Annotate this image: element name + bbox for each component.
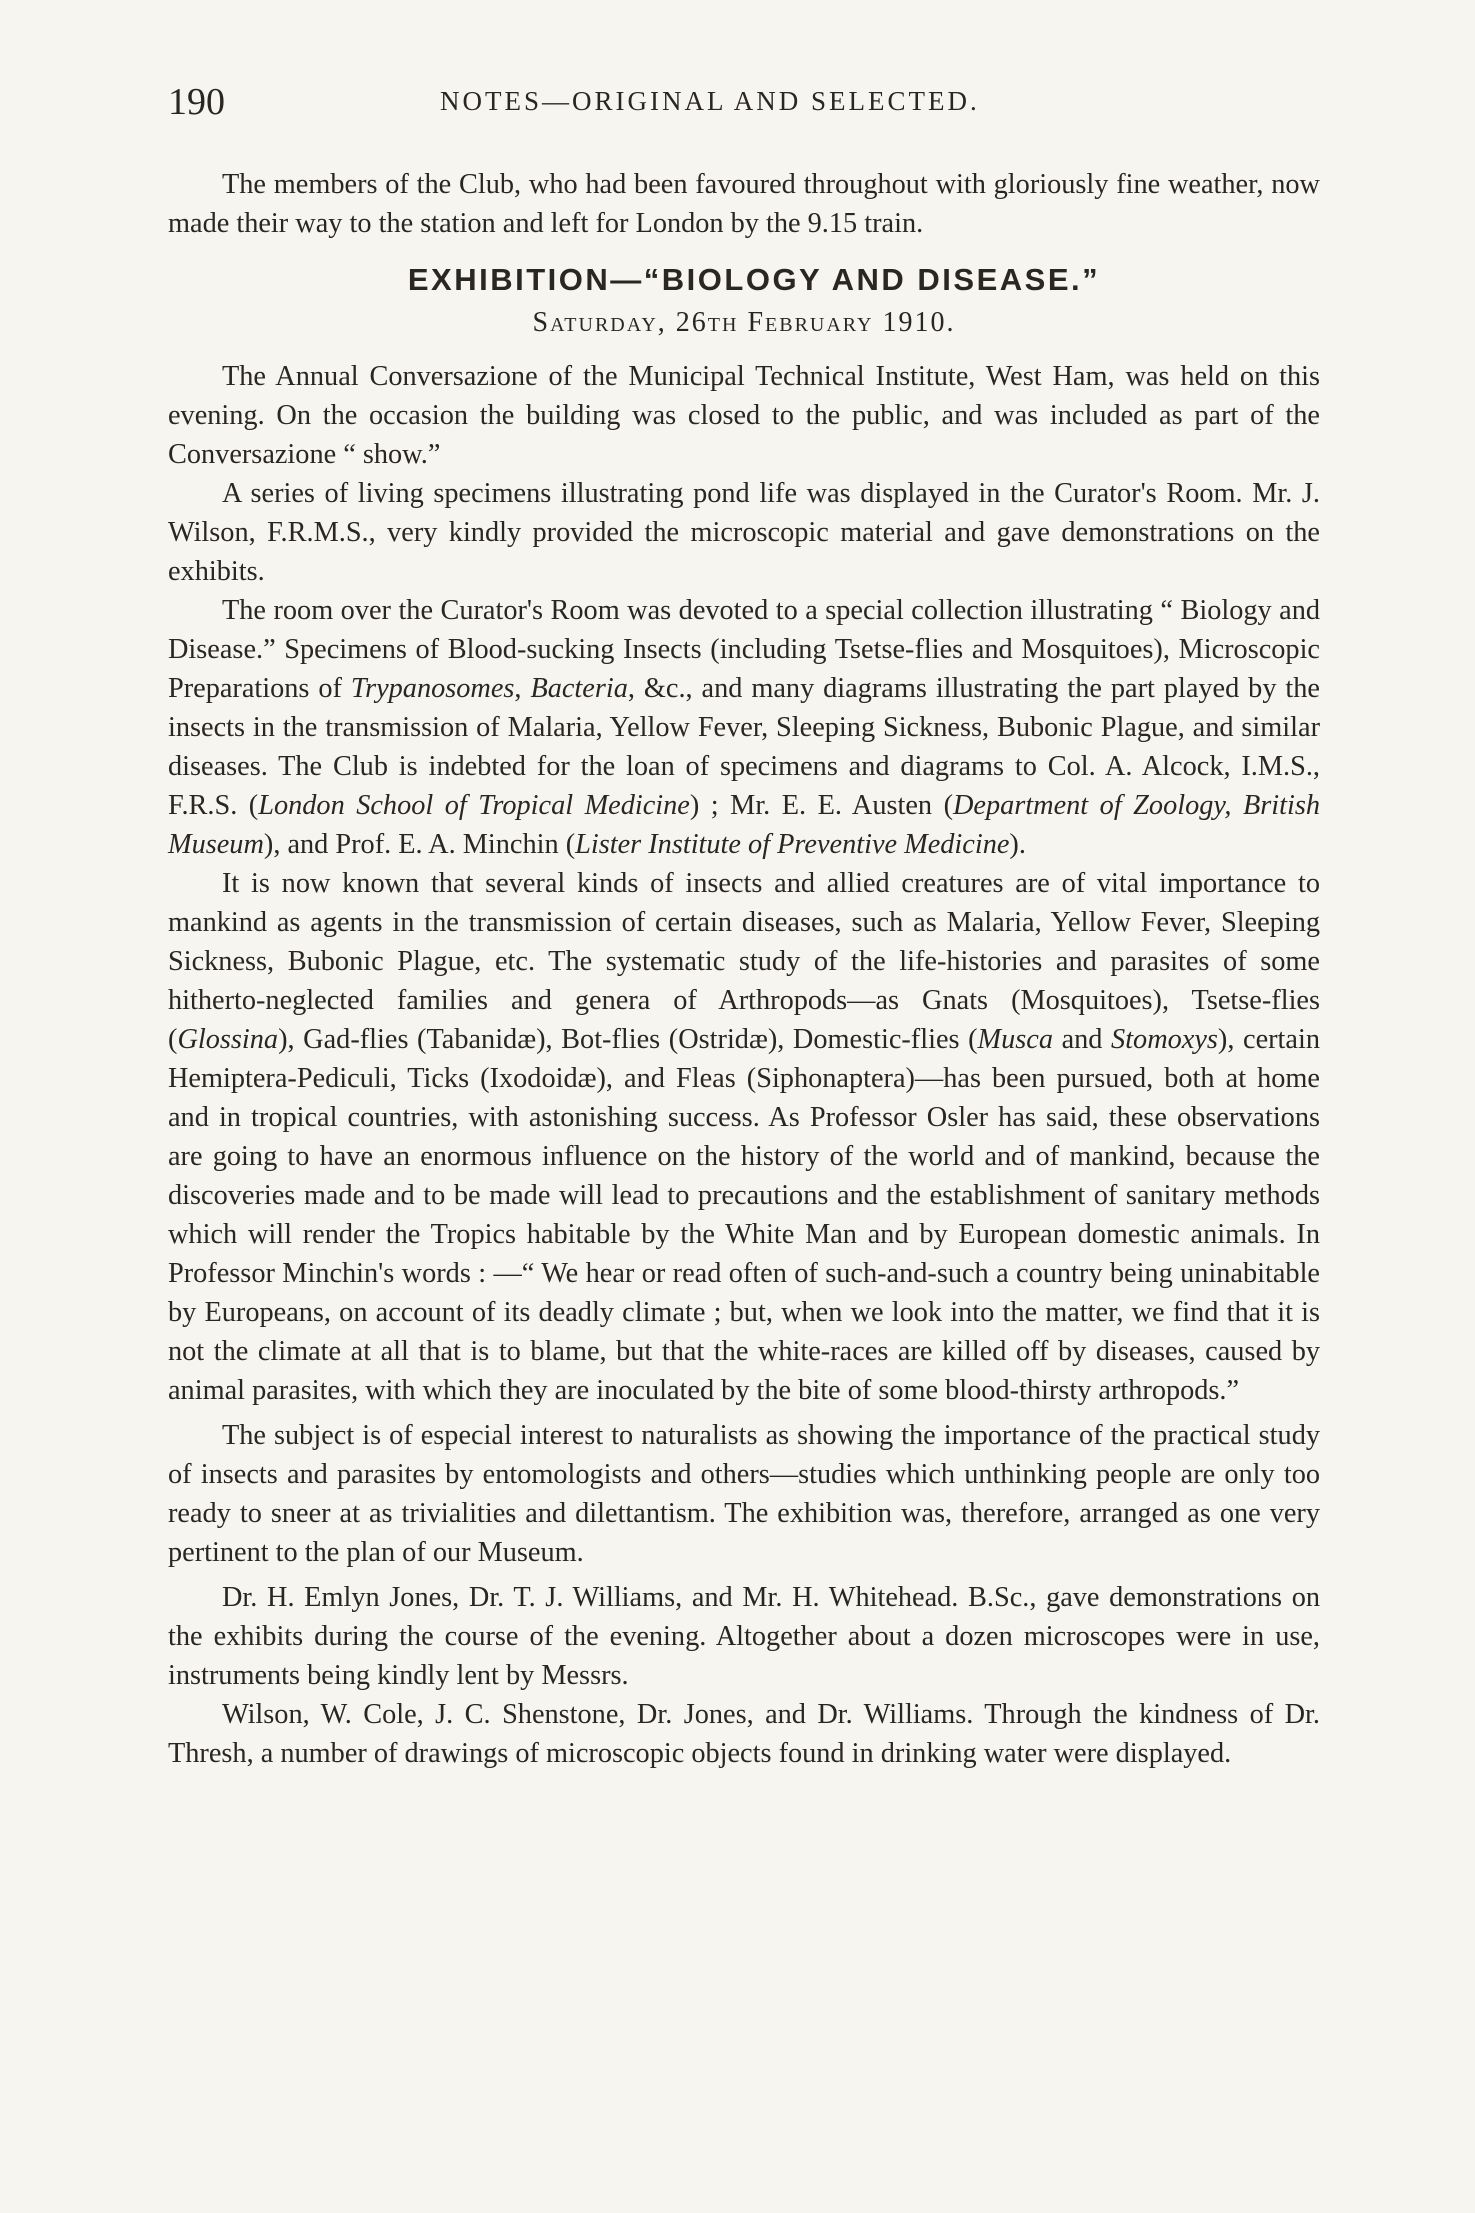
paragraph-demonstrations: Dr. H. Emlyn Jones, Dr. T. J. Williams, and Mr. H. Whitehead. B.Sc., gave demonstrations on the exhibits during the course of the evening. Altogether about a dozen microscopes were in use, instruments being kindly lent by Messrs. <box>168 1582 1320 1691</box>
section-heading: EXHIBITION—“BIOLOGY AND DISEASE.” <box>407 262 1101 297</box>
page-number: 190 <box>168 81 225 123</box>
running-title: NOTES—ORIGINAL AND SELECTED. <box>440 86 980 116</box>
paragraph-subject: The subject is of especial interest to naturalists as showing the importance of the practical study of insects and parasites by entomologists and others—studies which unthinking people are only too ready to sneer at as trivialities and dilettantism. The exhibition was, therefore, arranged as one very pertinent to the plan of our Museum. <box>168 1420 1320 1568</box>
intro-paragraph: The members of the Club, who had been favoured throughout with gloriously fine weather, now made their way to the station and left for London by the 9.15 train. <box>168 169 1320 239</box>
running-head <box>168 80 1320 123</box>
page-body <box>168 165 1320 1773</box>
paragraph-conversazione: The Annual Conversazione of the Municipal Technical Institute, West Ham, was held on this evening. On the occasion the building was closed to the public, and was included as part of the Conversazione “ show.” <box>168 361 1320 470</box>
paragraph-pond-life: A series of living specimens illustrating pond life was displayed in the Curator's Room. Mr. J. Wilson, F.R.M.S., very kindly provided the microscopic material and gave demonstrations on the exhibits. <box>168 478 1320 587</box>
paragraph-collection: The room over the Curator's Room was devoted to a special collection illustrating “ Biology and Disease.” Specimens of Blood-sucking Insects (including Tsetse-flies and Mosquitoes), Microscopic Preparations of Trypanosomes, Bacteria, &c., and many diagrams illustrating the part played by the insects in the transmission of Malaria, Yellow Fever, Sleeping Sickness, Bubonic Plague, and similar diseases. The Club is indebted for the loan of specimens and diagrams to Col. A. Alcock, I.M.S., F.R.S. (London School of Tropical Medicine) ; Mr. E. E. Austen (Department of Zoology, British Museum), and Prof. E. A. Minchin (Lister Institute of Preventive Medicine). <box>168 595 1320 860</box>
section-date: Saturday, 26th February 1910. <box>532 307 956 338</box>
paragraph-lenders: Wilson, W. Cole, J. C. Shenstone, Dr. Jones, and Dr. Williams. Through the kindness of Dr. Thresh, a number of drawings of microscopic objects found in drinking water were displayed. <box>168 1699 1320 1769</box>
paragraph-insects: It is now known that several kinds of insects and allied creatures are of vital importance to mankind as agents in the transmission of certain diseases, such as Malaria, Yellow Fever, Sleeping Sickness, Bubonic Plague, etc. The systematic study of the life-histories and parasites of some hitherto-neglected families and genera of Arthropods—as Gnats (Mosquitoes), Tsetse-flies (Glossina), Gad-flies (Tabanidæ), Bot-flies (Ostridæ), Domestic-flies (Musca and Stomoxys), certain Hemiptera-Pediculi, Ticks (Ixodoidæ), and Fleas (Siphonaptera)—has been pursued, both at home and in tropical countries, with astonishing success. As Professor Osler has said, these observations are going to have an enormous influence on the history of the world and of mankind, because the discoveries made and to be made will lead to precautions and the establishment of sanitary methods which will render the Tropics habitable by the White Man and by European domestic animals. In Professor Minchin's words : —“ We hear or read often of such-and-such a country being uninabitable by Europeans, on account of its deadly climate ; but, when we look into the matter, we find that it is not the climate at all that is to blame, but that the white-races are killed off by diseases, caused by animal parasites, with which they are inoculated by the bite of some blood-thirsty arthropods.” <box>168 868 1320 1406</box>
